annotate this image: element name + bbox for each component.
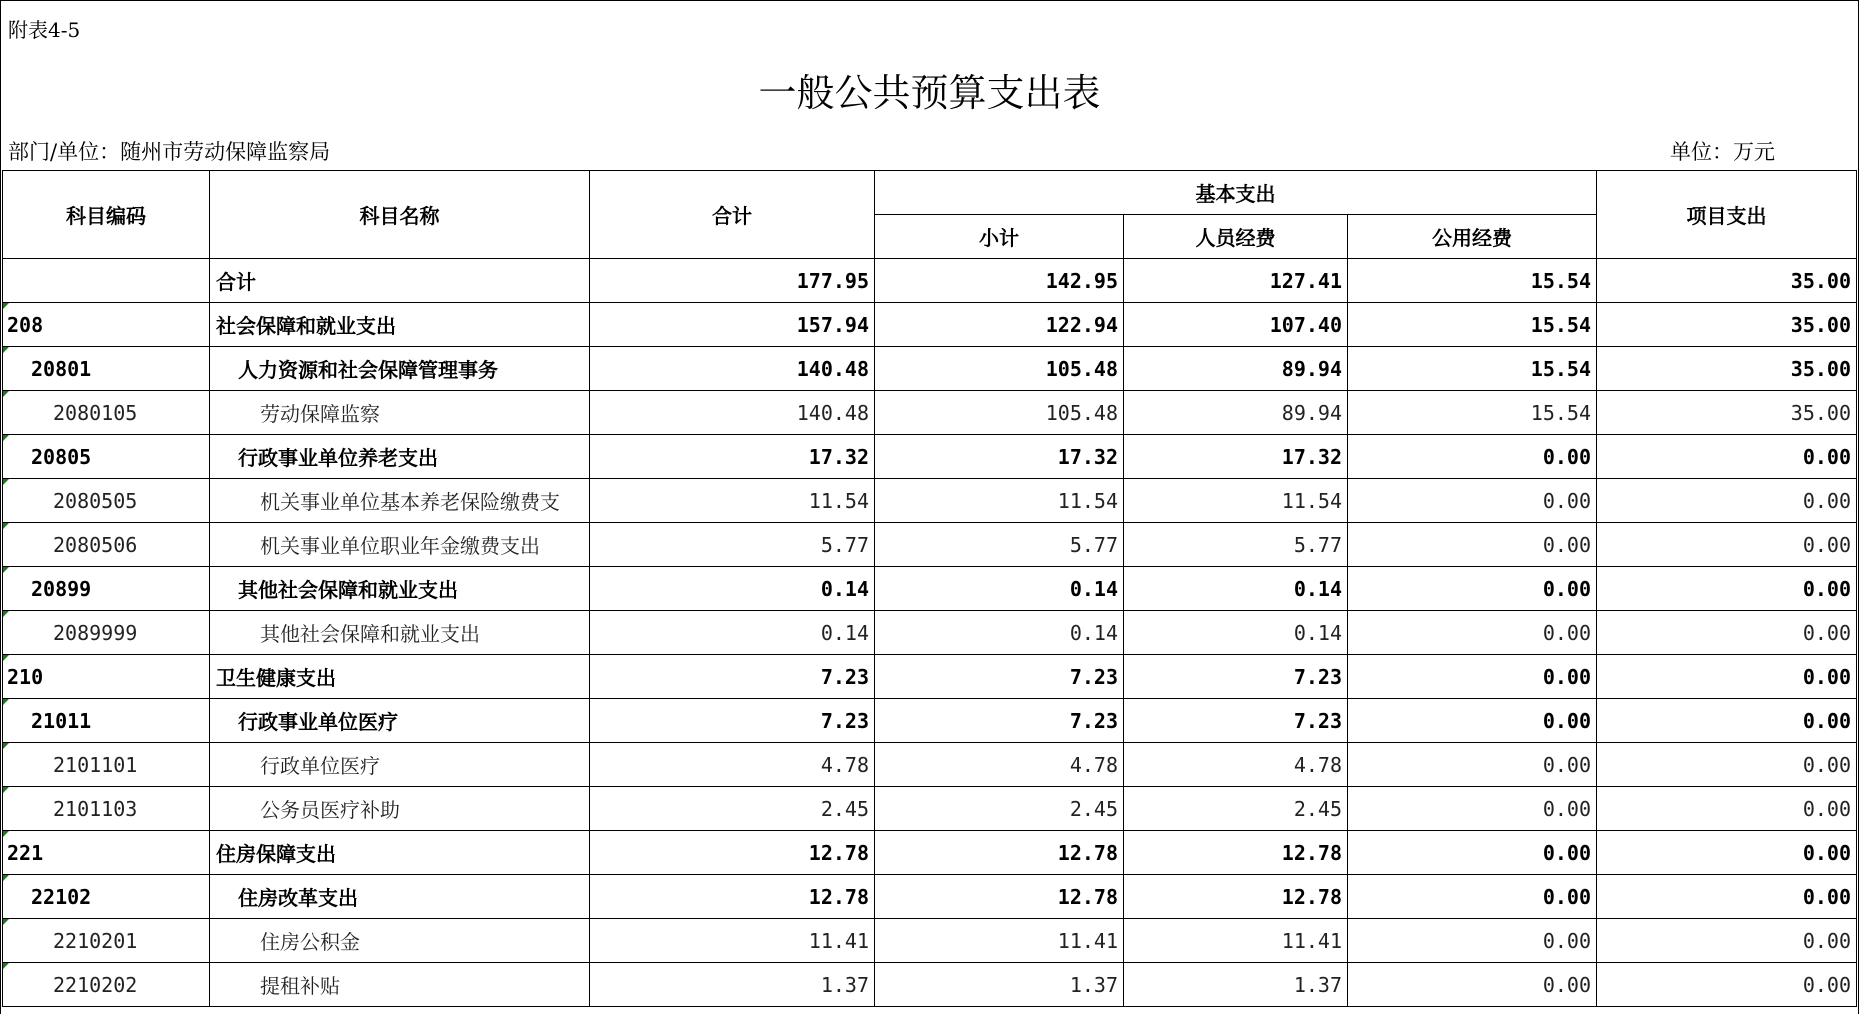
public-cell[interactable]: 0.00 — [1348, 523, 1597, 567]
name-cell[interactable]: 合计 — [210, 259, 590, 303]
table-row[interactable] — [3, 435, 1857, 479]
code-cell[interactable]: 20805 — [3, 435, 210, 479]
name-cell[interactable]: 劳动保障监察 — [210, 391, 590, 435]
header-subtotal[interactable]: 小计 — [875, 215, 1124, 259]
code-cell[interactable]: 2080105 — [3, 391, 210, 435]
project-cell[interactable]: 0.00 — [1597, 611, 1857, 655]
public-cell[interactable]: 0.00 — [1348, 479, 1597, 523]
project-cell[interactable]: 0.00 — [1597, 787, 1857, 831]
project-cell[interactable]: 0.00 — [1597, 479, 1857, 523]
project-cell[interactable]: 0.00 — [1597, 699, 1857, 743]
code-cell[interactable]: 22102 — [3, 875, 210, 919]
public-cell[interactable]: 15.54 — [1348, 259, 1597, 303]
table-row[interactable] — [3, 699, 1857, 743]
project-cell[interactable]: 0.00 — [1597, 875, 1857, 919]
header-project[interactable]: 项目支出 — [1597, 171, 1857, 259]
total-cell[interactable]: 7.23 — [590, 655, 875, 699]
subtotal-cell[interactable]: 5.77 — [875, 523, 1124, 567]
total-cell[interactable]: 12.78 — [590, 875, 875, 919]
code-cell[interactable]: 20899 — [3, 567, 210, 611]
personnel-cell[interactable]: 2.45 — [1124, 787, 1348, 831]
personnel-cell[interactable]: 7.23 — [1124, 655, 1348, 699]
code-cell[interactable]: 208 — [3, 303, 210, 347]
table-row[interactable] — [3, 479, 1857, 523]
name-cell[interactable]: 住房公积金 — [210, 919, 590, 963]
subtotal-cell[interactable]: 7.23 — [875, 699, 1124, 743]
total-cell[interactable]: 11.41 — [590, 919, 875, 963]
table-row[interactable] — [3, 919, 1857, 963]
subtotal-cell[interactable]: 142.95 — [875, 259, 1124, 303]
personnel-cell[interactable]: 127.41 — [1124, 259, 1348, 303]
header-total[interactable]: 合计 — [590, 171, 875, 259]
subtotal-cell[interactable]: 105.48 — [875, 347, 1124, 391]
personnel-cell[interactable]: 5.77 — [1124, 523, 1348, 567]
total-cell[interactable]: 11.54 — [590, 479, 875, 523]
public-cell[interactable]: 0.00 — [1348, 919, 1597, 963]
total-cell[interactable]: 1.37 — [590, 963, 875, 1007]
total-cell[interactable]: 0.14 — [590, 567, 875, 611]
personnel-cell[interactable]: 12.78 — [1124, 875, 1348, 919]
project-cell[interactable]: 0.00 — [1597, 831, 1857, 875]
subtotal-cell[interactable]: 122.94 — [875, 303, 1124, 347]
project-cell[interactable]: 35.00 — [1597, 303, 1857, 347]
total-cell[interactable]: 4.78 — [590, 743, 875, 787]
public-cell[interactable]: 0.00 — [1348, 567, 1597, 611]
table-row[interactable] — [3, 787, 1857, 831]
total-cell[interactable]: 5.77 — [590, 523, 875, 567]
subtotal-cell[interactable]: 1.37 — [875, 963, 1124, 1007]
code-cell[interactable]: 2210201 — [3, 919, 210, 963]
code-cell[interactable]: 2101103 — [3, 787, 210, 831]
expenditure-table — [2, 170, 1857, 1007]
public-cell[interactable]: 15.54 — [1348, 391, 1597, 435]
public-cell[interactable]: 0.00 — [1348, 875, 1597, 919]
subtotal-cell[interactable]: 7.23 — [875, 655, 1124, 699]
table-caption: 附表4-5 — [8, 18, 81, 42]
header-basic[interactable]: 基本支出 — [875, 171, 1597, 215]
total-cell[interactable]: 7.23 — [590, 699, 875, 743]
name-cell[interactable]: 其他社会保障和就业支出 — [210, 567, 590, 611]
code-cell[interactable]: 20801 — [3, 347, 210, 391]
code-cell[interactable]: 2089999 — [3, 611, 210, 655]
header-code[interactable]: 科目编码 — [3, 171, 210, 259]
total-cell[interactable]: 0.14 — [590, 611, 875, 655]
subtotal-cell[interactable]: 0.14 — [875, 611, 1124, 655]
project-cell[interactable]: 35.00 — [1597, 259, 1857, 303]
name-cell[interactable]: 机关事业单位基本养老保险缴费支 — [210, 479, 590, 523]
public-cell[interactable]: 15.54 — [1348, 347, 1597, 391]
total-cell[interactable]: 17.32 — [590, 435, 875, 479]
personnel-cell[interactable]: 4.78 — [1124, 743, 1348, 787]
table-row[interactable] — [3, 303, 1857, 347]
table-row[interactable] — [3, 523, 1857, 567]
header-personnel[interactable]: 人员经费 — [1124, 215, 1348, 259]
personnel-cell[interactable]: 107.40 — [1124, 303, 1348, 347]
code-cell[interactable] — [3, 259, 210, 303]
project-cell[interactable]: 0.00 — [1597, 435, 1857, 479]
personnel-cell[interactable]: 11.41 — [1124, 919, 1348, 963]
table-row[interactable] — [3, 831, 1857, 875]
table-row[interactable] — [3, 655, 1857, 699]
name-cell[interactable]: 卫生健康支出 — [210, 655, 590, 699]
code-cell[interactable]: 2101101 — [3, 743, 210, 787]
table-row[interactable] — [3, 611, 1857, 655]
public-cell[interactable]: 0.00 — [1348, 699, 1597, 743]
name-cell[interactable]: 机关事业单位职业年金缴费支出 — [210, 523, 590, 567]
table-row[interactable] — [3, 875, 1857, 919]
project-cell[interactable]: 0.00 — [1597, 963, 1857, 1007]
personnel-cell[interactable]: 11.54 — [1124, 479, 1348, 523]
table-row[interactable] — [3, 743, 1857, 787]
total-cell[interactable]: 12.78 — [590, 831, 875, 875]
total-cell[interactable]: 2.45 — [590, 787, 875, 831]
table-row[interactable] — [3, 347, 1857, 391]
table-row[interactable] — [3, 259, 1857, 303]
subtotal-cell[interactable]: 11.54 — [875, 479, 1124, 523]
public-cell[interactable]: 0.00 — [1348, 963, 1597, 1007]
header-public[interactable]: 公用经费 — [1348, 215, 1597, 259]
personnel-cell[interactable]: 0.14 — [1124, 611, 1348, 655]
project-cell[interactable]: 0.00 — [1597, 743, 1857, 787]
name-cell[interactable]: 其他社会保障和就业支出 — [210, 611, 590, 655]
name-cell[interactable]: 行政事业单位医疗 — [210, 699, 590, 743]
total-cell[interactable]: 140.48 — [590, 347, 875, 391]
total-cell[interactable]: 177.95 — [590, 259, 875, 303]
project-cell[interactable]: 0.00 — [1597, 567, 1857, 611]
subtotal-cell[interactable]: 12.78 — [875, 831, 1124, 875]
public-cell[interactable]: 0.00 — [1348, 655, 1597, 699]
public-cell[interactable]: 0.00 — [1348, 831, 1597, 875]
unit-label: 单位：万元 — [1670, 140, 1775, 164]
personnel-cell[interactable]: 89.94 — [1124, 347, 1348, 391]
subtotal-cell[interactable]: 0.14 — [875, 567, 1124, 611]
total-cell[interactable]: 157.94 — [590, 303, 875, 347]
total-cell[interactable]: 140.48 — [590, 391, 875, 435]
subtotal-cell[interactable]: 105.48 — [875, 391, 1124, 435]
personnel-cell[interactable]: 12.78 — [1124, 831, 1348, 875]
project-cell[interactable]: 0.00 — [1597, 919, 1857, 963]
public-cell[interactable]: 15.54 — [1348, 303, 1597, 347]
name-cell[interactable]: 公务员医疗补助 — [210, 787, 590, 831]
name-cell[interactable]: 社会保障和就业支出 — [210, 303, 590, 347]
subtotal-cell[interactable]: 11.41 — [875, 919, 1124, 963]
name-cell[interactable]: 人力资源和社会保障管理事务 — [210, 347, 590, 391]
code-cell[interactable]: 21011 — [3, 699, 210, 743]
name-cell[interactable]: 行政事业单位养老支出 — [210, 435, 590, 479]
public-cell[interactable]: 0.00 — [1348, 611, 1597, 655]
project-cell[interactable]: 0.00 — [1597, 523, 1857, 567]
subtotal-cell[interactable]: 12.78 — [875, 875, 1124, 919]
name-cell[interactable]: 提租补贴 — [210, 963, 590, 1007]
subtotal-cell[interactable]: 17.32 — [875, 435, 1124, 479]
project-cell[interactable]: 35.00 — [1597, 391, 1857, 435]
department-label: 部门/单位：随州市劳动保障监察局 — [8, 140, 331, 164]
code-cell[interactable]: 2210202 — [3, 963, 210, 1007]
code-cell[interactable]: 221 — [3, 831, 210, 875]
personnel-cell[interactable]: 1.37 — [1124, 963, 1348, 1007]
code-cell[interactable]: 2080505 — [3, 479, 210, 523]
header-name[interactable]: 科目名称 — [210, 171, 590, 259]
table-row[interactable] — [3, 963, 1857, 1007]
table-body — [3, 259, 1857, 1007]
page-title: 一般公共预算支出表 — [758, 71, 1101, 115]
personnel-cell[interactable]: 17.32 — [1124, 435, 1348, 479]
public-cell[interactable]: 0.00 — [1348, 435, 1597, 479]
name-cell[interactable]: 住房保障支出 — [210, 831, 590, 875]
subtotal-cell[interactable]: 4.78 — [875, 743, 1124, 787]
code-cell[interactable]: 2080506 — [3, 523, 210, 567]
public-cell[interactable]: 0.00 — [1348, 787, 1597, 831]
table-row[interactable] — [3, 391, 1857, 435]
personnel-cell[interactable]: 89.94 — [1124, 391, 1348, 435]
name-cell[interactable]: 行政单位医疗 — [210, 743, 590, 787]
project-cell[interactable]: 0.00 — [1597, 655, 1857, 699]
project-cell[interactable]: 35.00 — [1597, 347, 1857, 391]
public-cell[interactable]: 0.00 — [1348, 743, 1597, 787]
personnel-cell[interactable]: 7.23 — [1124, 699, 1348, 743]
name-cell[interactable]: 住房改革支出 — [210, 875, 590, 919]
subtotal-cell[interactable]: 2.45 — [875, 787, 1124, 831]
personnel-cell[interactable]: 0.14 — [1124, 567, 1348, 611]
table-row[interactable] — [3, 567, 1857, 611]
code-cell[interactable]: 210 — [3, 655, 210, 699]
